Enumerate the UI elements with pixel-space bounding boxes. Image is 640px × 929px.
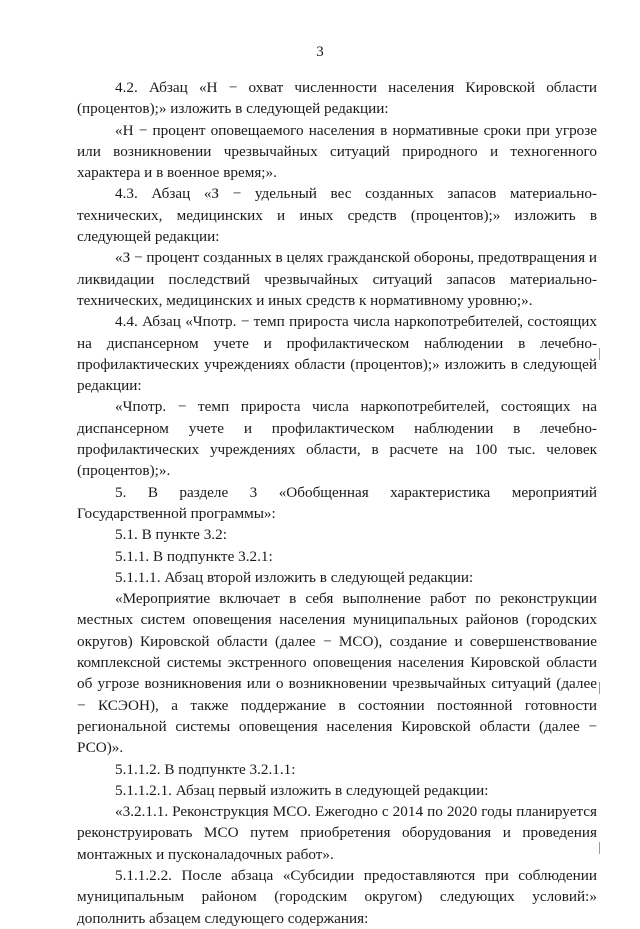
paragraph-5: 5. В разделе 3 «Обобщенная характеристика мероприятий Государственной программы»: bbox=[77, 483, 597, 522]
paragraph-4-2-text: «Н − процент оповещаемого населения в нормативные сроки при угрозе или возникновении чрезвычайных ситуаций природного и техногенного характера и в военное время;». bbox=[77, 121, 597, 182]
paragraph-5-1-1-2-2: 5.1.1.2.2. После абзаца «Субсидии предоставляются при соблюдении муниципальным районом (городским округом) следующих условий:» дополнить абзацем следующего содержания: bbox=[77, 866, 597, 927]
page-number: 3 bbox=[316, 44, 324, 60]
paragraph-4-4: 4.4. Абзац «Чпотр. − темп прироста числа наркопотребителей, состоящих на диспансерном учете и профилактическом наблюдении в лечебно-профилактических учреждениях области (процентов);» изложить в следующей редакции: bbox=[77, 313, 597, 395]
scan-mark bbox=[599, 348, 600, 360]
paragraph-4-3: 4.3. Абзац «З − удельный вес созданных запасов материально-технических, медицинских и иных средств (процентов);» изложить в следующей редакции: bbox=[77, 185, 597, 246]
scan-mark bbox=[599, 842, 600, 854]
paragraph-4-4-text: «Чпотр. − темп прироста числа наркопотребителей, состоящих на диспансерном учете и профилактическом наблюдении в лечебно-профилактических учреждениях области, в расчете на 100 тыс. человек (процентов);». bbox=[77, 398, 597, 480]
paragraph-4-3-text: «З − процент созданных в целях гражданской обороны, предотвращения и ликвидации последствий чрезвычайных ситуаций запасов материально-технических, медицинских и иных средств к нормативному уровню;». bbox=[77, 249, 597, 309]
paragraph-5-1: 5.1. В пункте 3.2: bbox=[115, 526, 227, 544]
paragraph-5-1-1-1-text: «Мероприятие включает в себя выполнение работ по реконструкции местных систем оповещения населения муниципальных районов (городских округов) Кировской области (далее − МСО), создание и совершенствование комплексной системы экстренного оповещения населения Кировской области об угрозе возникновения или о возникновении чрезвычайных ситуаций (далее − КСЭОН), а также поддержание в состоянии постоянной готовности региональной системы оповещения населения Кировской области (далее − РСО)». bbox=[77, 590, 597, 757]
paragraph-5-1-1-2: 5.1.1.2. В подпункте 3.2.1.1: bbox=[115, 760, 296, 778]
paragraph-5-1-1-2-1-text: «3.2.1.1. Реконструкция МСО. Ежегодно с 2014 по 2020 годы планируется реконструировать МСО путем приобретения оборудования и проведения монтажных и пусконаладочных работ». bbox=[77, 803, 597, 863]
paragraph-5-1-1: 5.1.1. В подпункте 3.2.1: bbox=[115, 547, 273, 565]
paragraph-4-2: 4.2. Абзац «Н − охват численности населения Кировской области (процентов);» изложить в следующей редакции: bbox=[77, 79, 597, 118]
paragraph-5-1-1-1: 5.1.1.1. Абзац второй изложить в следующей редакции: bbox=[115, 568, 474, 586]
scan-mark bbox=[599, 682, 600, 694]
document-body bbox=[77, 77, 597, 929]
paragraph-5-1-1-2-1: 5.1.1.2.1. Абзац первый изложить в следующей редакции: bbox=[115, 781, 489, 799]
